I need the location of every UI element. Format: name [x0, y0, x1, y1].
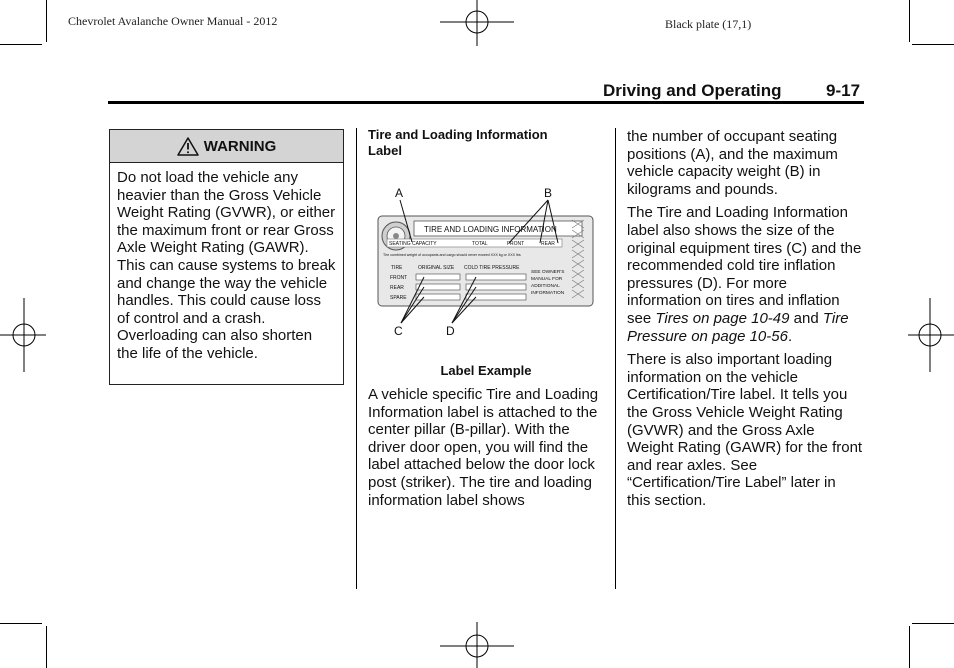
label-see-owners-2: MANUAL FOR — [531, 277, 563, 282]
column-divider — [356, 128, 357, 589]
callout-c: C — [394, 324, 403, 338]
callout-a: A — [395, 186, 404, 200]
callout-b: B — [544, 186, 553, 200]
manual-title: Chevrolet Avalanche Owner Manual - 2012 — [68, 14, 278, 28]
col3-paragraph-2 — [627, 204, 863, 345]
col3-p2-text: The Tire and Loading Information label also shows the size of the original equipment tires (C) and the recommended cold tire inflation pressures (D). For more information on tires and inflation see — [627, 204, 862, 327]
warning-title: WARNING — [203, 137, 277, 155]
registration-mark-icon — [440, 622, 514, 668]
cross-reference-link: Tires on page 10-49 — [655, 309, 790, 327]
warning-text: Do not load the vehicle any heavier than the Gross Vehicle Weight Rating (GVWR), or either the maximum front or rear Gross Axle Weight Rating (GAWR). This can cause systems to break and change the way the vehicle handles. This could cause loss of control and a crash. Overloading can also shorten the life of the vehicle. — [117, 169, 336, 362]
figure-heading: Tire and Loading Information Label — [368, 127, 548, 158]
crop-mark — [0, 623, 42, 624]
col3-p2-and: and — [789, 309, 823, 327]
label-combined-weight-note: The combined weight of occupants and cargo should never exceed XXX kg or XXX lbs — [383, 253, 521, 257]
cross-reference-link: Tire Pressure on page 10-56 — [627, 309, 849, 345]
label-title: TIRE AND LOADING INFORMATION — [424, 225, 557, 234]
column-divider — [615, 128, 616, 589]
pressure-field-spare — [466, 294, 526, 300]
label-row-front: FRONT — [390, 275, 408, 281]
page-number: 9-17 — [826, 81, 861, 100]
header-rule — [108, 101, 864, 104]
crop-mark — [0, 44, 42, 45]
registration-mark-icon — [908, 298, 954, 372]
col3-paragraph-1: the number of occupant seating positions (A), and the maximum vehicle capacity weight (B) in kilograms and pounds. — [627, 128, 838, 198]
label-see-owners-3: ADDITIONAL — [531, 284, 560, 289]
warning-triangle-icon — [177, 137, 199, 156]
figure-caption: Label Example — [440, 363, 532, 378]
crop-mark — [912, 623, 954, 624]
label-see-owners-4: INFORMATION — [531, 291, 565, 296]
crop-mark — [909, 626, 910, 668]
plate-label: Black plate (17,1) — [665, 17, 752, 31]
label-total: TOTAL — [472, 241, 488, 247]
callout-d: D — [446, 324, 455, 338]
registration-mark-icon — [440, 0, 514, 46]
col2-paragraph: A vehicle specific Tire and Loading Information label is attached to the center pillar (B-pillar). With the driver door open, you will find the label attached below the door lock post (striker). The tire and loading information label shows — [368, 386, 599, 509]
label-see-owners-1: SEE OWNER'S — [531, 270, 565, 275]
label-original-size: ORIGINAL SIZE — [418, 265, 455, 271]
warning-header — [110, 130, 343, 163]
crop-mark — [909, 0, 910, 42]
crop-mark — [46, 626, 47, 668]
label-cold-tire-pressure: COLD TIRE PRESSURE — [464, 265, 520, 271]
section-title: Driving and Operating — [603, 81, 782, 100]
col3-content — [627, 128, 863, 509]
crop-mark — [912, 44, 954, 45]
tire-loading-label-figure — [372, 180, 602, 340]
label-front: FRONT — [507, 241, 525, 247]
col3-paragraph-3: There is also important loading information on the vehicle Certification/Tire label. It tells you the Gross Vehicle Weight Rating (GVWR) and the Gross Axle Weight Rating (GAWR) for the front and rear axles. See “Certification/Tire Label” later in this section. — [627, 351, 863, 509]
warning-box — [109, 129, 344, 385]
registration-mark-icon — [0, 298, 46, 372]
label-tire: TIRE — [391, 265, 403, 271]
label-row-rear: REAR — [390, 285, 404, 291]
col3-p2-end: . — [787, 327, 793, 345]
label-rear: REAR — [541, 241, 555, 247]
label-seating-capacity: SEATING CAPACITY — [389, 241, 437, 247]
crop-mark — [46, 0, 47, 42]
label-row-spare: SPARE — [390, 295, 407, 301]
